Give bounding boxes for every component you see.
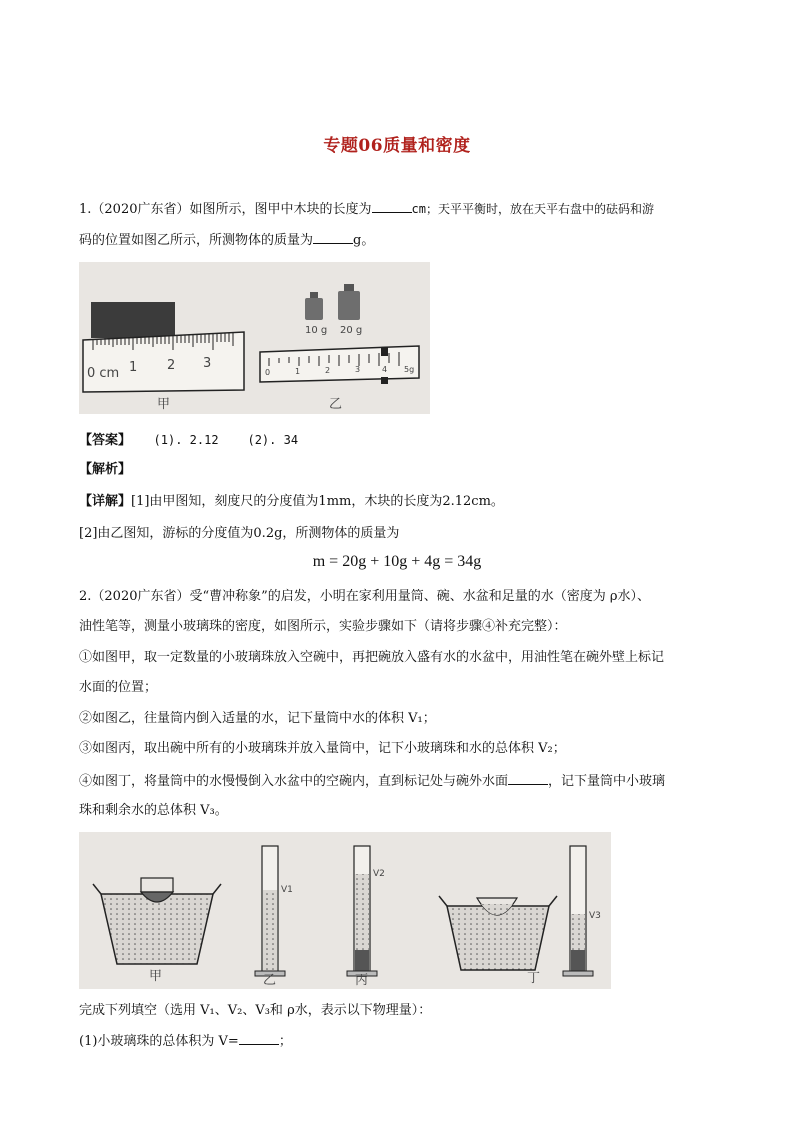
q2-step1: ①如图甲，取一定数量的小玻璃珠放入空碗中，再把碗放入盛有水的水盆中，用油性笔在碗外壁上标记 [79, 650, 665, 665]
weight-10g [305, 292, 323, 320]
cylinder-ding [563, 846, 601, 976]
q1-answer [79, 431, 719, 450]
balance-rider [381, 347, 388, 356]
label-bing: 丙 [355, 973, 369, 988]
q1-text: 码的位置如图乙所示，所测物体的质量为 [79, 233, 314, 248]
balance-rider-bottom [381, 377, 388, 384]
q1-detail [79, 493, 719, 511]
figure-cylinder-experiment-svg [79, 832, 611, 989]
answer-text: (1). 2.12 (2). 34 [153, 433, 299, 447]
label-ding: 丁 [527, 971, 541, 986]
q1-formula: m = 20g + 10g + 4g = 34g [312, 553, 482, 570]
vol-label-v2: V2 [373, 869, 385, 879]
ruler-label-3: 3 [203, 356, 212, 371]
detail-text: [1]由甲图知，刻度尺的分度值为1mm，木块的长度为2.12cm。 [131, 494, 504, 509]
label-yi2: 乙 [263, 973, 277, 988]
q2-step3: ③如图丙，取出碗中所有的小玻璃珠并放入量筒中，记下小玻璃珠和水的总体积 V₂； [79, 741, 566, 756]
q1-analysis-label: 【解析】 [79, 462, 132, 477]
q2-step4-cont: 珠和剩余水的总体积 V₃。 [79, 803, 228, 818]
scale-label-0: 0 [265, 368, 271, 377]
q2-step4 [79, 772, 719, 791]
answer-blank [313, 231, 353, 244]
ruler-label-2: 2 [167, 358, 176, 373]
q1-text: 1.（2020广东省）如图所示，图甲中木块的长度为 [79, 202, 372, 217]
cylinder-yi [255, 846, 293, 976]
figure-ruler-balance [79, 262, 430, 414]
q2-step2: ②如图乙，往量筒内倒入适量的水，记下量筒中水的体积 V₁； [79, 711, 436, 726]
answer-label: 【答案】 [79, 433, 132, 448]
q1-line2 [79, 231, 719, 250]
vol-label-v3: V3 [589, 911, 601, 921]
scale-label-2: 2 [325, 366, 331, 375]
q2-line1: 2.（2020广东省）受“曹冲称象”的启发，小明在家利用量筒、碗、水盆和足量的水（密度为 ρ水）、 [79, 589, 651, 604]
q1-unit: g。 [353, 233, 375, 248]
label-jia2: 甲 [149, 969, 163, 984]
basin-ding [439, 896, 557, 970]
wood-block [91, 302, 175, 338]
ruler-label-1: 1 [129, 360, 138, 375]
weight-20g [338, 284, 360, 320]
q1-line1 [79, 200, 719, 219]
vol-label-v1: V1 [281, 885, 293, 895]
step4-text: ④如图丁，将量筒中的水慢慢倒入水盆中的空碗内，直到标记处与碗外水面 [79, 774, 509, 789]
q2-fill-instruction: 完成下列填空（选用 V₁、V₂、V₃和 ρ水，表示以下物理量）： [79, 1003, 432, 1018]
q2-step1-cont: 水面的位置； [79, 680, 158, 695]
scale-label-1: 1 [295, 367, 301, 376]
q1-unit: cm；天平平衡时，放在天平右盘中的砝码和游 [411, 202, 654, 216]
sub1-end: ； [278, 1034, 292, 1049]
answer-blank [508, 772, 548, 785]
q2-sub1 [79, 1032, 719, 1051]
cylinder-bing [347, 846, 385, 976]
label-yi: 乙 [329, 397, 343, 412]
scale-label-3: 3 [355, 365, 361, 374]
label-jia: 甲 [157, 397, 171, 412]
weight-label-10g: 10 g [305, 325, 328, 336]
page-title: 专题06质量和密度 [323, 136, 471, 156]
figure-ruler-balance-svg [79, 262, 430, 414]
q1-detail2: [2]由乙图知，游标的分度值为0.2g，所测物体的质量为 [79, 526, 400, 541]
detail-label: 【详解】 [79, 494, 132, 509]
sub1-text: (1)小玻璃珠的总体积为 V= [79, 1034, 239, 1049]
answer-blank [372, 200, 412, 213]
q2-line2: 油性笔等，测量小玻璃珠的密度，如图所示，实验步骤如下（请将步骤④补充完整）： [79, 619, 567, 634]
ruler-label-0: 0 cm [87, 366, 120, 381]
scale-label-5: 5g [404, 365, 415, 374]
step4-text-cont: ，记下量筒中小玻璃 [548, 774, 666, 789]
figure-cylinder-experiment [79, 832, 611, 989]
basin-jia [93, 878, 221, 964]
weight-label-20g: 20 g [340, 325, 363, 336]
answer-blank [239, 1032, 279, 1045]
ruler [83, 332, 244, 392]
scale-label-4: 4 [382, 365, 388, 374]
